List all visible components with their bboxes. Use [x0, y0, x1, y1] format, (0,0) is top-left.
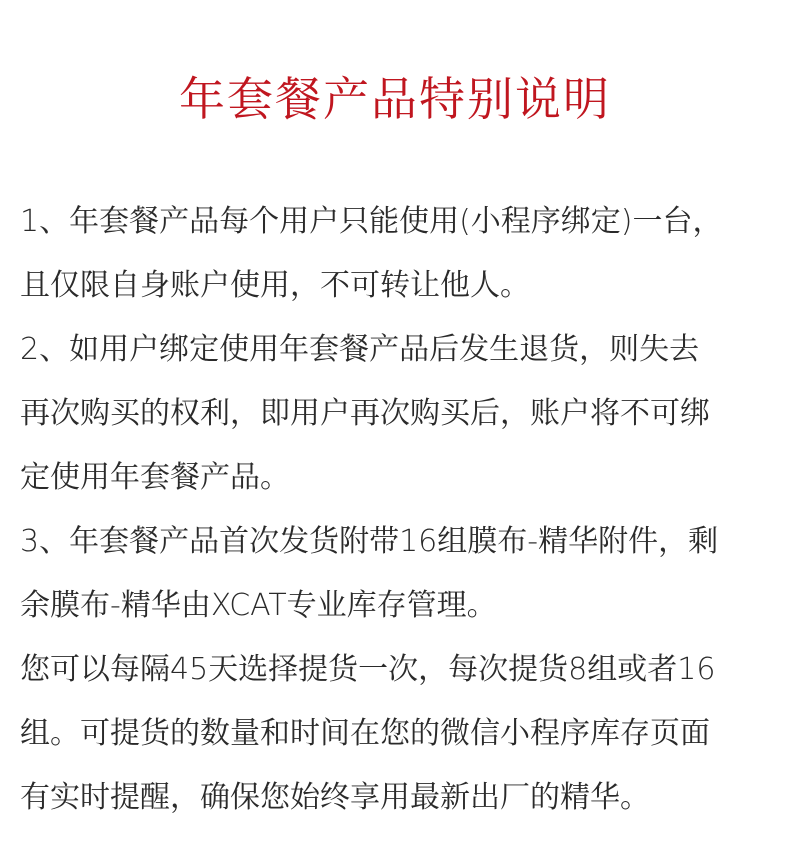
description-line-6: 3、年套餐产品首次发货附带16组膜布-精华附件，剩: [20, 524, 719, 559]
description-line-4: 再次购买的权利，即用户再次购买后，账户将不可绑: [20, 396, 710, 431]
description-line-1: 1、年套餐产品每个用户只能使用(小程序绑定)一台，: [20, 204, 723, 239]
description-body: [20, 190, 775, 830]
page-title: 年套餐产品特别说明: [179, 72, 611, 126]
description-line-7: 余膜布-精华由XCAT专业库存管理。: [20, 588, 497, 623]
description-line-2: 且仅限自身账户使用，不可转让他人。: [20, 268, 530, 303]
description-line-8: 您可以每隔45天选择提货一次，每次提货8组或者16: [20, 652, 716, 687]
description-line-5: 定使用年套餐产品。: [20, 460, 290, 495]
description-line-3: 2、如用户绑定使用年套餐产品后发生退货，则失去: [20, 332, 700, 367]
description-line-9: 组。可提货的数量和时间在您的微信小程序库存页面: [20, 716, 710, 751]
description-line-10: 有实时提醒，确保您始终享用最新出厂的精华。: [20, 780, 650, 815]
